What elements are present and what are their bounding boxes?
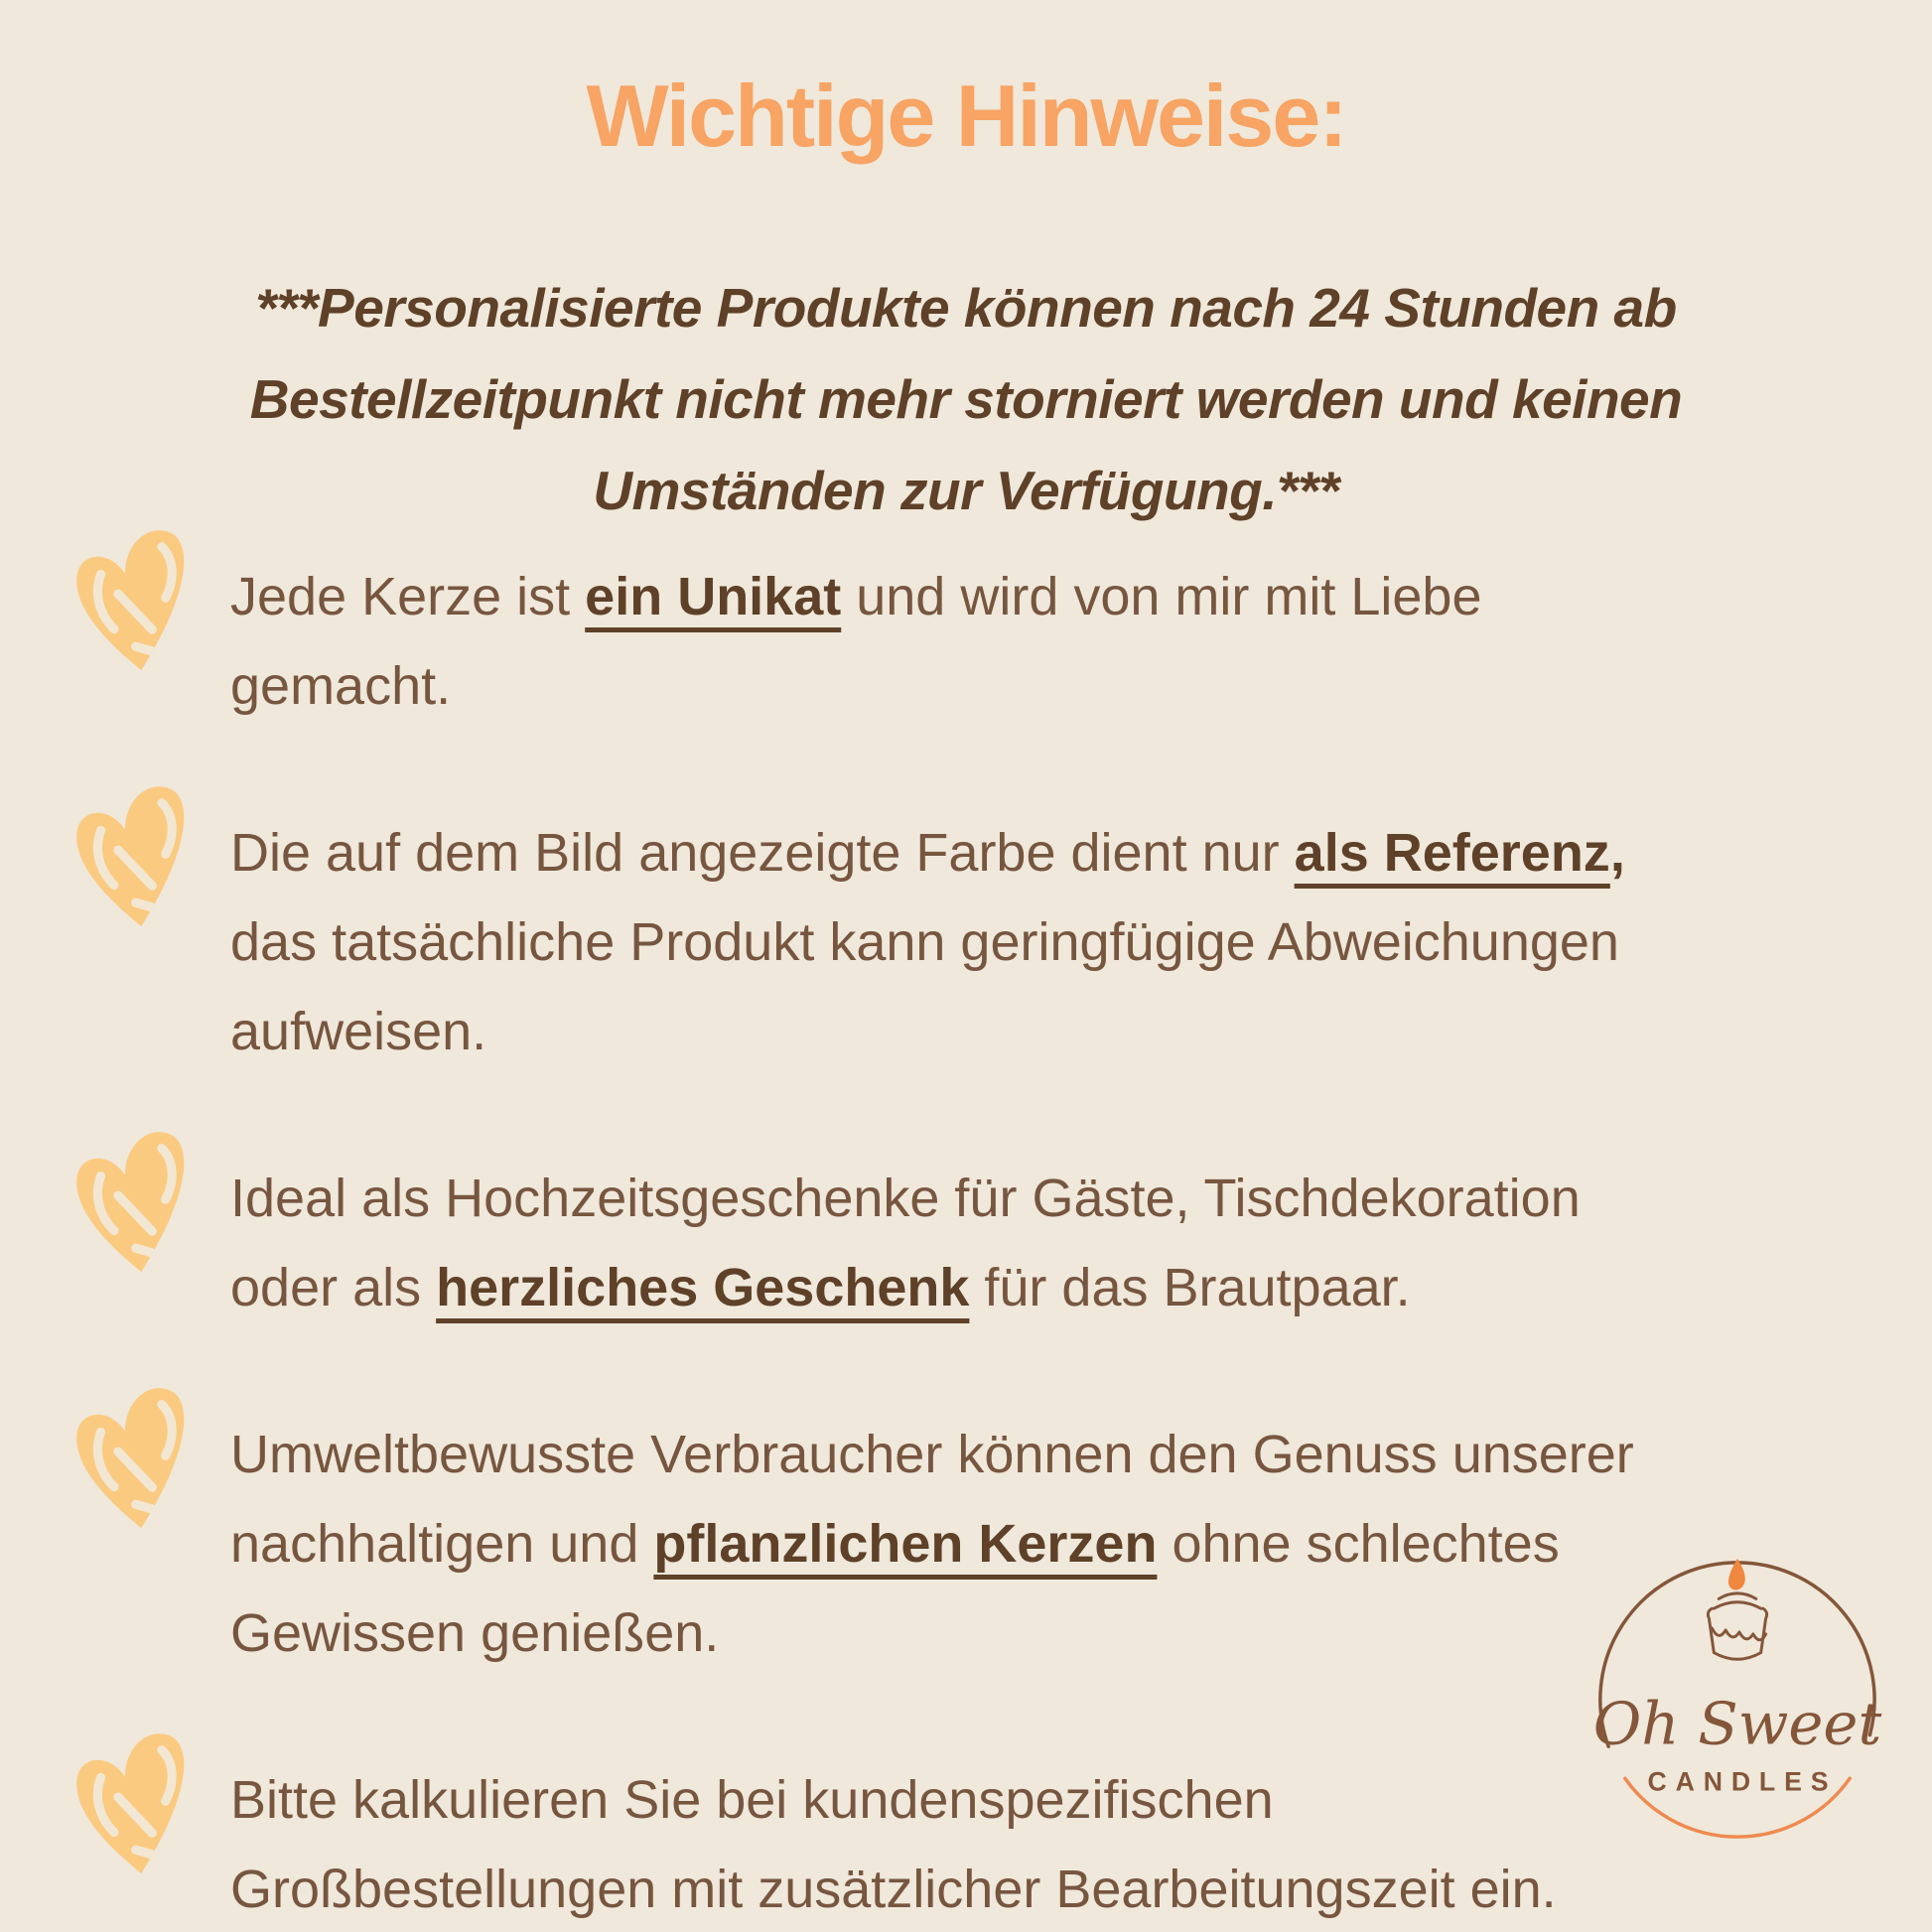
bullet-segment: Bitte kalkulieren Sie bei kundenspezifischen [230,1770,1274,1830]
bullet-text [230,1755,1557,1932]
bullet-segment: Gewissen genießen. [230,1603,720,1663]
disclaimer-line: Bestellzeitpunkt nicht mehr storniert werden und keinen [249,368,1683,430]
bullet-segment: nachhaltigen und [230,1514,654,1574]
logo-caps-text: CANDLES [1647,1766,1838,1797]
bullet-segment: gemacht. [230,656,452,716]
bullet-segment: Die auf dem Bild angezeigte Farbe dient nur [230,823,1295,883]
heart-icon [62,1725,212,1884]
bullet-segment: für das Brautpaar. [969,1258,1411,1317]
bullet-segment: das tatsächliche Produkt kann geringfügige Abweichungen [230,912,1619,972]
cake-candle-icon [1708,1559,1766,1659]
bullet-text [230,1154,1581,1332]
heart-icon [62,1124,212,1283]
logo-script-text: Oh Sweet [1592,1689,1882,1758]
bullet-text [230,1410,1634,1678]
bullet-segment: als Referenz [1294,823,1610,883]
disclaimer-line: Umständen zur Verfügung.*** [593,460,1339,521]
bullet-segment: herzliches Geschenk [436,1258,970,1317]
bullet-segment: ohne schlechtes [1157,1514,1560,1574]
bullet-segment: ein Unikat [585,567,842,626]
disclaimer-line: ***Personalisierte Produkte können nach 24 Stunden ab [255,277,1677,339]
heart-icon [62,778,212,937]
bullet-segment: Ideal als Hochzeitsgeschenke für Gäste, Tischdekoration [230,1169,1581,1228]
list-item [62,552,1892,731]
bullet-segment: aufweisen. [230,1002,487,1061]
disclaimer [0,262,1932,536]
bullet-segment: und wird von mir mit Liebe [841,567,1482,626]
bullet-text [230,552,1482,731]
bullet-segment: Großbestellungen mit zusätzlicher Bearbeitungszeit ein. [230,1860,1557,1919]
heart-icon [62,1380,212,1539]
brand-logo [1590,1541,1884,1855]
bullet-segment: , [1609,823,1625,883]
bullet-segment: Jede Kerze ist [230,567,586,626]
heart-icon [62,522,212,681]
bullet-segment: oder als [230,1258,437,1317]
bullet-text [230,808,1625,1076]
bullet-segment: pflanzlichen Kerzen [653,1514,1158,1574]
list-item [62,1154,1892,1332]
page-title: Wichtige Hinweise: [586,67,1346,165]
bullet-segment: Umweltbewusste Verbraucher können den Genuss unserer [230,1425,1634,1484]
list-item [62,808,1892,1076]
